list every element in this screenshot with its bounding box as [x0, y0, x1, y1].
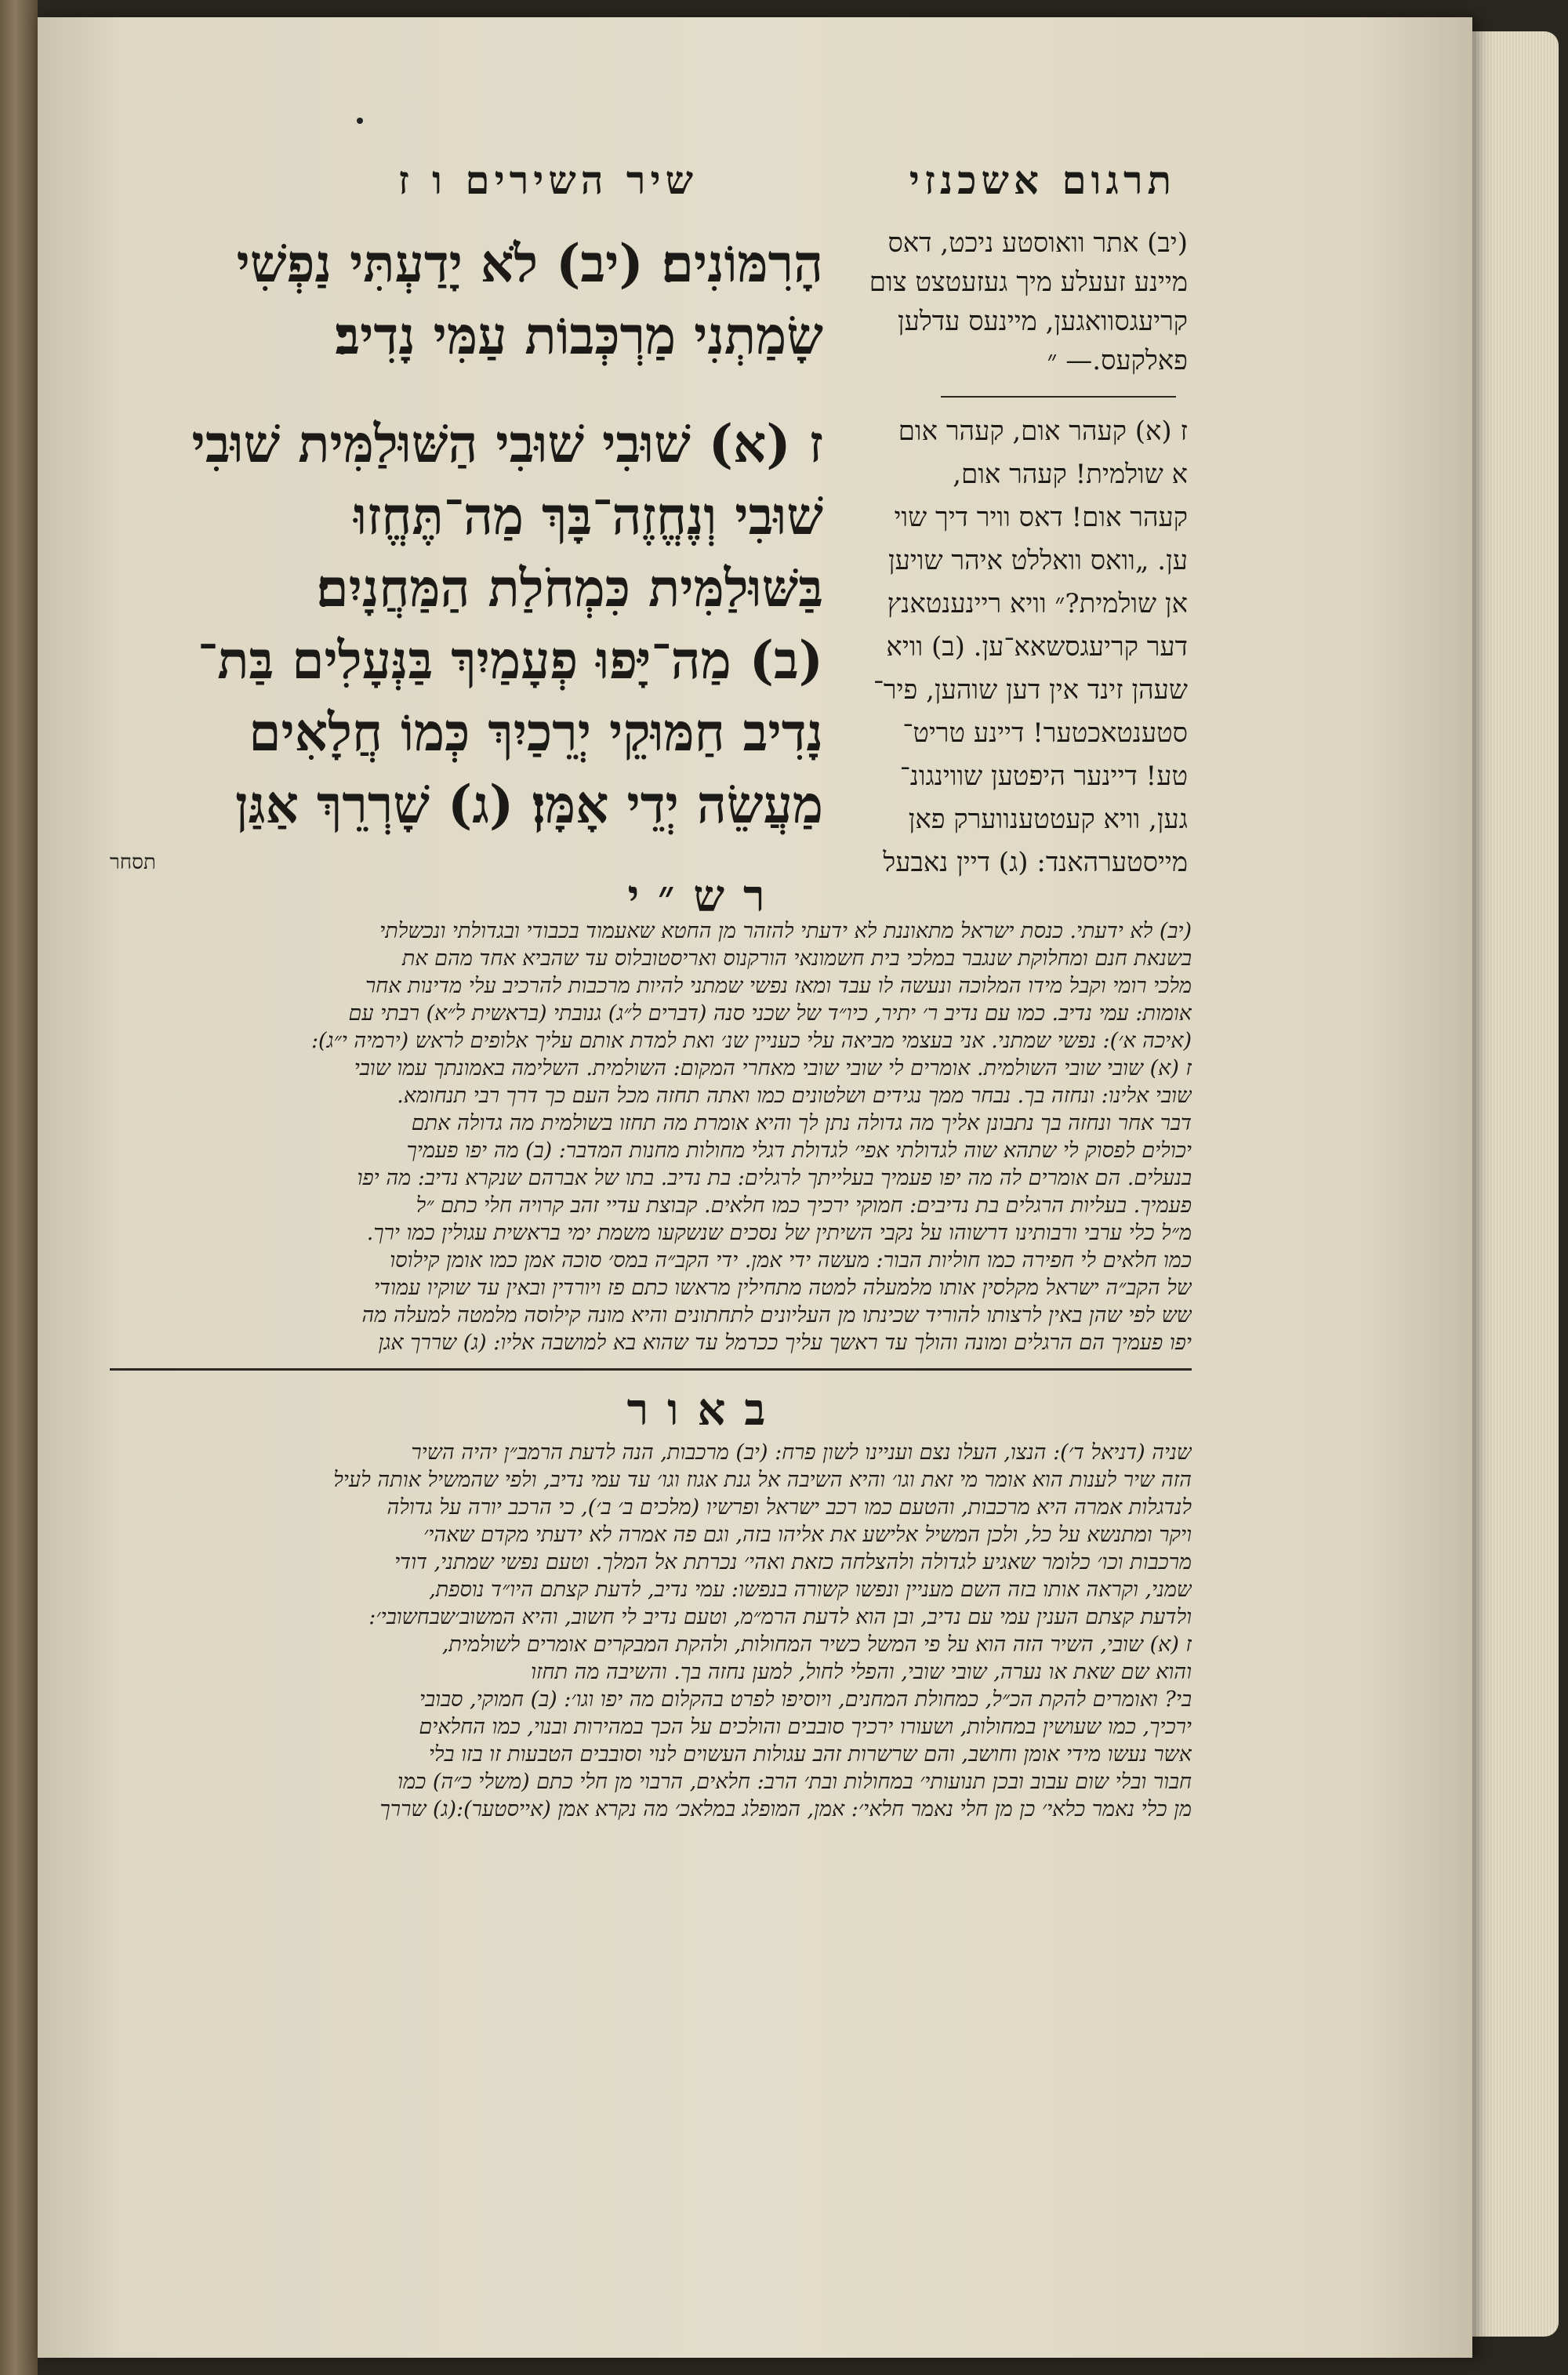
rashi-line: כמו חלאים לי חפירה כמו חוליות הבור: מעשה ידי אמן. ידי הקב״ה במס׳ סוכה אמן כמו אומן קילוסו [390, 1248, 1192, 1273]
biur-line: והוא שם שאת או נערה, שובי שובי, והפלי לחול, למען נחזה בך. והשיבה מה תחזו [531, 1660, 1192, 1684]
biur-line: ויקר ומתנשא על כל, ולכן המשיל אלישע את אליהו בזה, וגם פה אמרה לא ידעתי מקדם שאהי׳ [423, 1523, 1192, 1547]
rashi-line: שש לפי שהן באין לרצותו להוריד שכינתו מן העליונים לתחתונים והיא מונה קילוסה מלמטה למעלה מה [361, 1303, 1192, 1327]
targum-line: א שולמית! קעהר אום, [953, 459, 1188, 490]
rashi-line: דבר אחר ונחזה בך נתבונן אליך מה גדולה נתן לך והיא אומרת מה תחזו בשולמית מה גדולה אתם [411, 1111, 1192, 1135]
targum-line: (יב) אתר וואוסטע ניכט, דאס [887, 227, 1188, 259]
targum-line: ז (א) קעהר אום, קעהר אום [898, 416, 1188, 447]
page-mark [357, 118, 363, 124]
rashi-line: בשנאת חנם ומחלוקת שנגבר במלכי בית חשמונאי הורקנוס ואריסטובלוס עד שהביא אחד מהם את [401, 946, 1192, 971]
header-title-targum: תרגום אשכנזי [909, 157, 1176, 203]
page-fore-edge [1472, 31, 1559, 2337]
rashi-line: יפו פעמיך הם הרגלים ומונה והולך עד ראשך עליך ככרמל עד שהוא בא למושבה אליו: (ג) שררך אגן [378, 1331, 1192, 1355]
rashi-line: יכולים לפסוק לי שתהא שוה לגדולתי אפי׳ לגדולת דגלי מחולות מחנות המדבר: (ב) מה יפו פעמיך [406, 1138, 1192, 1163]
targum-divider [941, 396, 1176, 398]
hebrew-line: נָדִיב חַמּוּקֵי יְרֵכַיִךְ כְּמוֹ חֲלָאִים [249, 702, 823, 763]
hebrew-line: ז (א) שׁוּבִי שׁוּבִי הַשּׁוּלַמִּית שׁוּבִי [191, 413, 823, 474]
rashi-line: בנעלים. הם אומרים לה מה יפו פעמיך בעלייתך לרגלים: בת נדיב. בתו של אברהם שנקרא נדיב: מה יפו [357, 1166, 1192, 1190]
targum-line: קעהר אום! דאס וויר דיך שוי [894, 502, 1188, 533]
section-divider [110, 1368, 1192, 1371]
targum-line: סטענטאכטער! דיינע טריט־ [902, 717, 1188, 749]
targum-line: דער קריעגסשאא־ען. (ב) וויא [886, 631, 1188, 663]
biur-line: חבור ובלי שום עבוב ובכן תנועותי׳ במחולות ובת׳ הרב: חלאים, הרבוי מן חלי כתם (משלי כ״ה) כמו [397, 1770, 1192, 1794]
rashi-line: מ״ל כלי ערבי ורבותינו דרשוהו על נקבי השיתין של נסכים שנשקעו משמת ימי בראשית עגולין כמו ירך. [366, 1221, 1192, 1245]
rashi-line: (יב) לא ידעתי. כנסת ישראל מתאוננת לא ידעתי להזהר מן החטא שאעמוד בכבודי ובגדולתי ונכשלתי [379, 919, 1192, 943]
catchword: תסחר [110, 851, 156, 874]
hebrew-line: שׁוּבִי וְנֶחֱזֶה־בָּךְ מַה־תֶּחֱזוּ [354, 485, 823, 547]
targum-line: קריעגסוואגען, מיינעס עדלען [898, 306, 1188, 337]
hebrew-line: בַּשּׁוּלַמִּית כִּמְחֹלַת הַמַּחֲנָיִם׃ [316, 557, 823, 619]
rashi-line: מלכי רומי וקבל מידו המלוכה ונעשה לו עבד ומאז נפשי שמתני להיות מרכבות להרכיב עלי מדינות אחר [365, 974, 1192, 998]
targum-line: ען. „וואס וואללט איהר שויען [887, 545, 1188, 576]
biur-line: בי? ואומרים להקת הכ״ל, כמחולת המחנים, ויוסיפו לפרט בהקלום מה יפו וגו׳: (ב) חמוקי, סבובי [419, 1687, 1192, 1712]
biur-line: ז (א) שובי, השיר הזה הוא על פי המשל כשיר המחולות, ולהקת המבקרים אומרים לשולמית, [441, 1632, 1192, 1657]
rashi-line: ז (א) שובי שובי השולמית. אומרים לי שובי שובי מאחרי המקום: השולמית. השלימה באמונתך עמו שובי [354, 1056, 1192, 1080]
biur-line: לנדגלות אמרה היא מרכבות, והטעם כמו רכב ישראל ופרשיו (מלכים ב׳ ב׳), כי הרכב יורה על גדולה [387, 1495, 1192, 1520]
targum-line: מיינע זעעלע מיך געזעטצט צום [869, 267, 1188, 298]
hebrew-line: שָׂמַתְנִי מַרְכְּבוֹת עַמִּי נָדִיב׃ [335, 305, 823, 366]
biur-line: שניה (דניאל ד׳): הנצו, העלו נצם ועניינו לשון פרח: (יב) מרכבות, הנה לדעת הרמב״ן יהיה השיר [411, 1440, 1192, 1465]
biur-line: אשר נעשו מידי אומן וחושב, והם שרשרות זהב עגולות העשוים לנוי וסובבים הטבעות זו בזו בלי [428, 1742, 1192, 1767]
rashi-title: רש״י [627, 870, 784, 922]
targum-line: טע! דיינער היפטען שווינגונ־ [899, 761, 1188, 792]
rashi-line: של הקב״ה ישראל מקלסין אותו מלמעלה למטה מתחילין מראשו כתם פז ויורדין ובאין עד שוקיו עמודי [374, 1276, 1192, 1300]
biur-line: הזה שיר לענות הוא אומר מי זאת וגו׳ והיא השיבה אל גנת אגוז וגו׳ עד עמי נדיב, ולפי שהמשיל אותה לעיל [333, 1468, 1192, 1492]
targum-line: גען, וויא קעטטענווערק פאן [908, 804, 1188, 835]
targum-line: מייסטערהאנד: (ג) דיין נאבעל [883, 847, 1188, 878]
targum-line: אן שולמית?״ וויא ריינענטאנץ [887, 588, 1188, 619]
hebrew-line: הָרִמּוֹנִים׃ (יב) לֹא יָדַעְתִּי נַפְשִׁי [236, 233, 823, 294]
rashi-line: אומות: עמי נדיב. כמו עם נדיב ר׳ יתיר, כיו״ד של שכני סנה (דברים ל״ג) גנובתי (בראשית ל״א) רבתי עם [348, 1001, 1192, 1026]
book-spine [0, 0, 38, 2375]
header-title-book: שיר השירים ו ז [397, 157, 698, 203]
targum-line: שעהן זינד אין דען שוהען, פיר־ [873, 674, 1188, 706]
targum-line: פאלקעס.— ״ [1047, 345, 1188, 376]
biur-title: באור [626, 1384, 785, 1436]
biur-line: מן כלי נאמר כלאי׳ כן מן חלי נאמר חלאי׳: אמן, המופלג במלאכ׳ מה נקרא אמן (אייסטער):(ג) שררך [379, 1797, 1192, 1821]
rashi-line: (איכה א׳): נפשי שמתני. אני בעצמי מביאה עלי כעניין שנ׳ ואת למדת אותם עליך אלופים לראש (ירמיה י״ג): [310, 1029, 1192, 1053]
hebrew-line: מַעֲשֵׂה יְדֵי אָמָּן׃ (ג) שָׁרְרֵךְ אַגַּן [235, 774, 823, 835]
biur-line: שמני, וקראה אותו בזה השם מעניין ונפשו קשורה בנפשו: עמי נדיב, לדעת קצתם היו״ד נוספת, [429, 1578, 1192, 1602]
biur-line: ירכיך, כמו שעושין במחולות, ושעורו ירכיך סובבים והולכים על הכך במהירות ובנוי, כמו החלאים [419, 1715, 1192, 1739]
rashi-line: פעמיך. בעליות הרגלים בת נדיבים: חמוקי ירכיך כמו חלאים. קבוצת עדיי זהב קרויה חלי כתם ״ל [416, 1193, 1192, 1218]
biur-line: מרכבות וכו׳ כלומר שאגיע לגדולה ולהצלחה כזאת ואהי׳ נכרתת אל המלך. וטעם נפשי שמתני, דודי [394, 1550, 1192, 1574]
hebrew-line: (ב) מַה־יָּפוּ פְעָמַיִךְ בַּנְּעָלִים בַּת־ [197, 630, 823, 691]
rashi-line: שובי אלינו: ונחזה בך. נבחר ממך נגידים ושלטונים כמו ואתה תחזה מכל העם כך דרך רבי תנחומא. [397, 1084, 1192, 1108]
biur-line: ולדעת קצתם הענין עמי עם נדיב, ובן הוא לדעת הרמ״מ, וטעם נדיב לי חשוב, והיא המשוב׳שבחשובי׳: [368, 1605, 1192, 1629]
